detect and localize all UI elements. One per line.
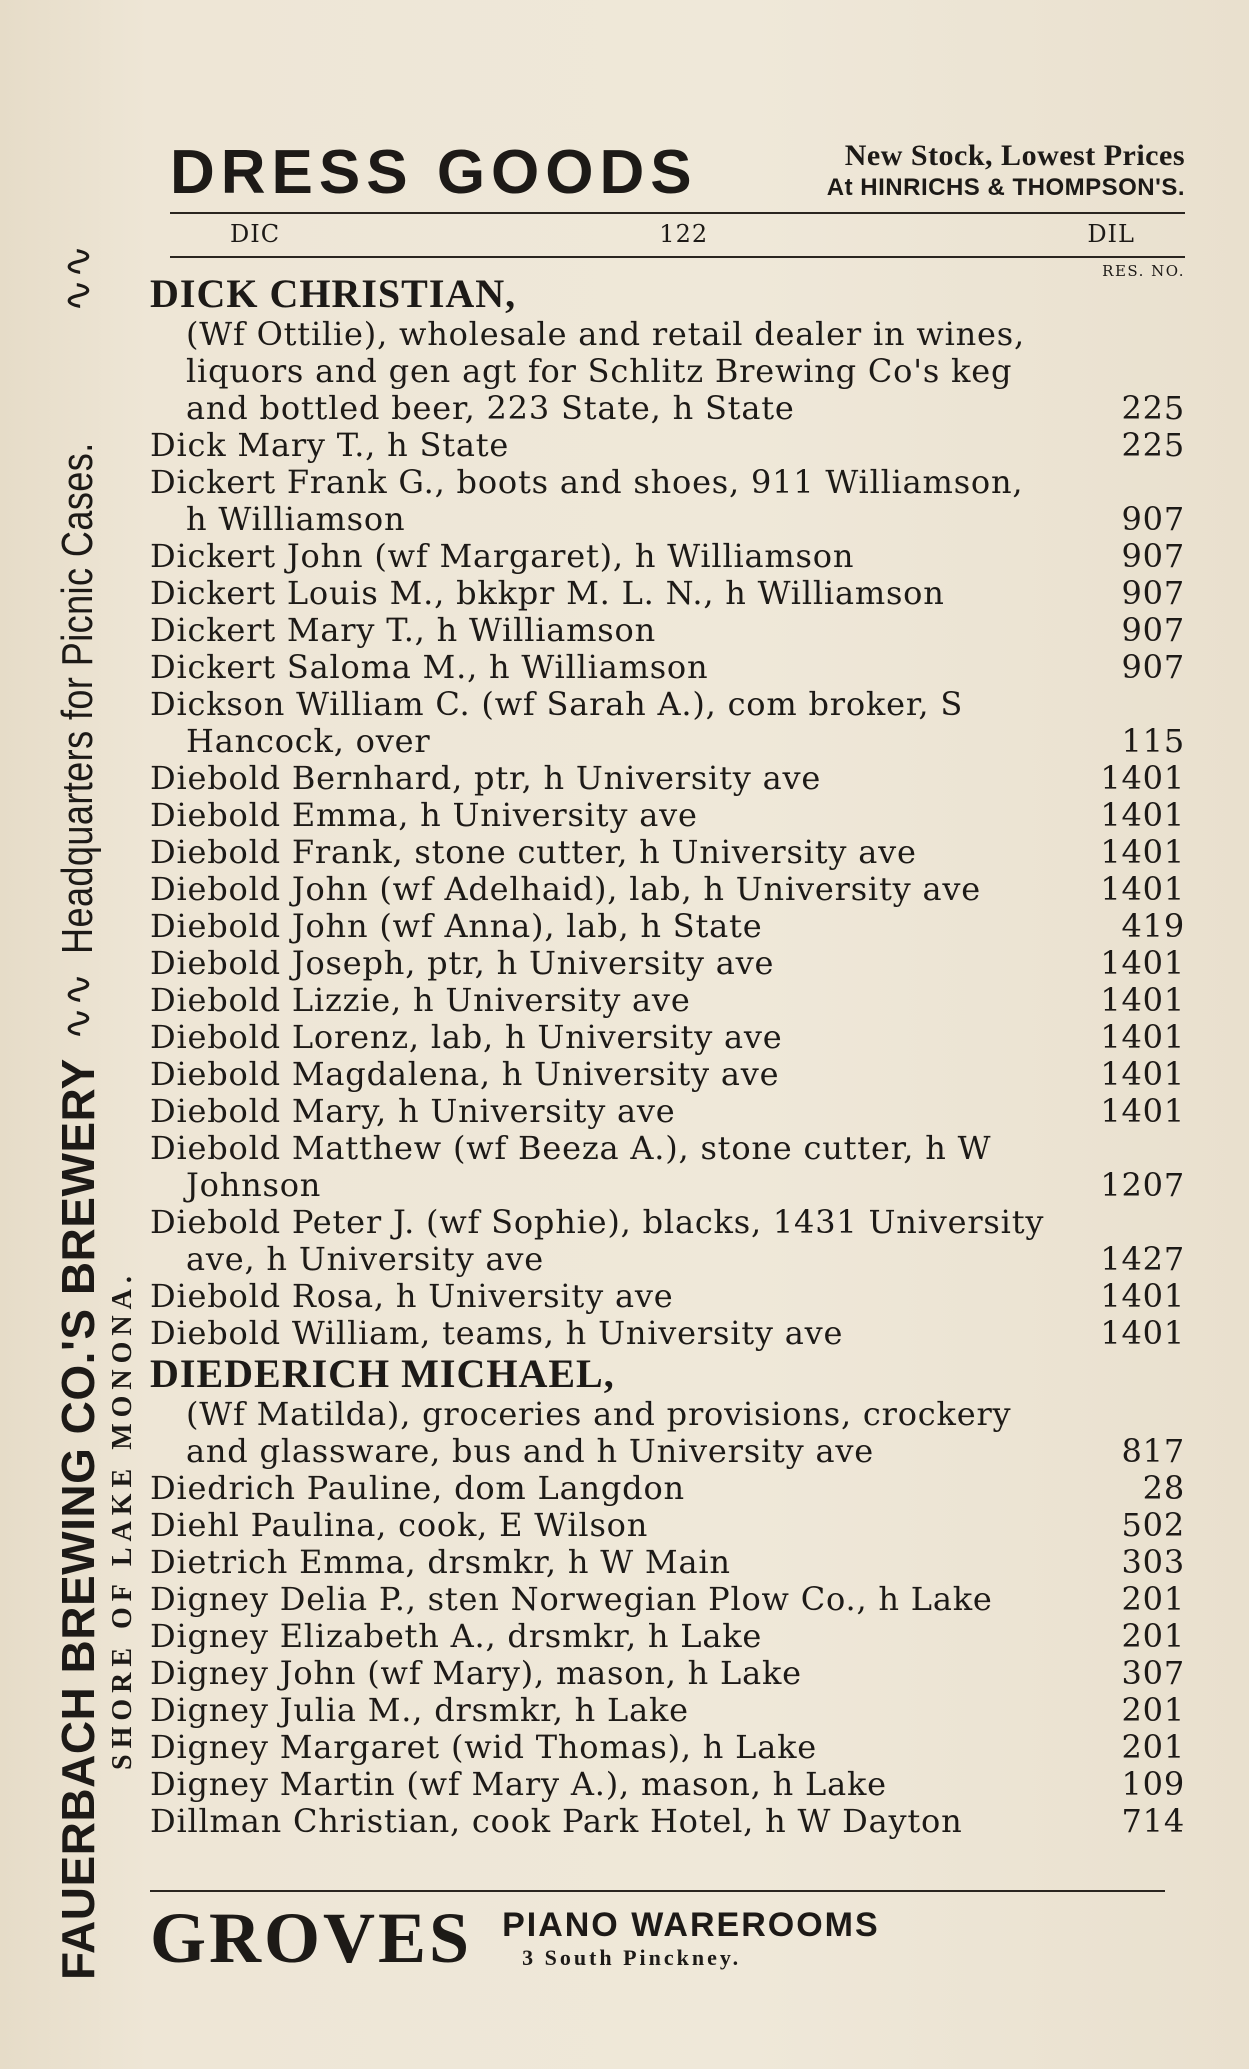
entry-text <box>150 1056 1185 1093</box>
residence-number: 817 <box>1121 1432 1185 1470</box>
entry-text <box>150 834 1185 871</box>
store-advert <box>827 140 1185 204</box>
entry-line: Diebold Joseph, ptr, h University ave <box>150 944 775 982</box>
entry-heading: DIEDERICH MICHAEL, <box>150 1351 615 1396</box>
directory-entry <box>150 982 1185 1019</box>
entry-line: Diebold Mary, h University ave <box>150 1092 676 1130</box>
residence-number: 907 <box>1121 500 1185 538</box>
entry-line: Diebold Rosa, h University ave <box>150 1277 674 1315</box>
store-name: At HINRICHS & THOMPSON'S. <box>826 174 1185 201</box>
entry-text <box>150 982 1185 1019</box>
directory-entry <box>150 538 1185 575</box>
residence-number: 714 <box>1121 1802 1185 1840</box>
directory-entry <box>150 1056 1185 1093</box>
residence-number: 1401 <box>1100 1092 1185 1130</box>
residence-number: 1207 <box>1100 1166 1185 1204</box>
residence-number: 1401 <box>1100 870 1185 908</box>
residence-number: 1401 <box>1100 1055 1185 1093</box>
residence-number: 28 <box>1142 1469 1185 1507</box>
residence-number: 1401 <box>1100 796 1185 834</box>
entry-text <box>150 1315 1185 1352</box>
entry-line: (Wf Matilda), groceries and provisions, crockery <box>186 1395 1012 1433</box>
entry-line: Diebold Lizzie, h University ave <box>150 981 691 1019</box>
page-footer <box>150 1890 1165 1978</box>
residence-number: 1401 <box>1100 759 1185 797</box>
directory-entry <box>150 649 1185 686</box>
entry-line: Diehl Paulina, cook, E Wilson <box>150 1506 649 1544</box>
entry-text <box>150 760 1185 797</box>
directory-entry <box>150 1655 1185 1692</box>
entry-text <box>150 1019 1185 1056</box>
entry-line: Digney Margaret (wid Thomas), h Lake <box>150 1728 818 1766</box>
directory-entry <box>150 834 1185 871</box>
entry-text <box>150 427 1185 464</box>
directory-entry <box>150 1692 1185 1729</box>
directory-entry <box>150 1352 1185 1470</box>
residence-number: 907 <box>1121 537 1185 575</box>
directory-entry <box>150 797 1185 834</box>
entry-line: Diebold Bernhard, ptr, h University ave <box>150 759 822 797</box>
entry-text <box>150 1618 1185 1655</box>
directory-entry <box>150 1093 1185 1130</box>
entry-line: Digney Elizabeth A., drsmkr, h Lake <box>150 1617 763 1655</box>
residence-number: 419 <box>1121 907 1185 945</box>
entry-heading: DICK CHRISTIAN, <box>150 271 517 316</box>
entry-text <box>150 538 1185 575</box>
directory-entry <box>150 1130 1185 1204</box>
residence-number: 1401 <box>1100 1277 1185 1315</box>
entry-text <box>150 575 1185 612</box>
dress-goods-advert: DRESS GOODS <box>170 138 698 207</box>
entry-line: and bottled beer, 223 State, h State <box>186 389 795 427</box>
entry-text <box>150 871 1185 908</box>
directory-entry <box>150 908 1185 945</box>
flourish-ornament-icon: ∿∿ <box>55 244 100 313</box>
entry-line: Dickert Louis M., bkkpr M. L. N., h Williamson <box>150 574 945 612</box>
residence-number: 225 <box>1121 389 1185 427</box>
directory-entry <box>150 1019 1185 1056</box>
entry-line: Diebold Frank, stone cutter, h University ave <box>150 833 917 871</box>
residence-number: 1401 <box>1100 1314 1185 1352</box>
entry-text <box>150 1766 1185 1803</box>
residence-number: 307 <box>1121 1654 1185 1692</box>
directory-entry <box>150 272 1185 427</box>
entry-line: Diebold Matthew (wf Beeza A.), stone cutter, h W <box>150 1129 992 1167</box>
entry-line: Diebold Peter J. (wf Sophie), blacks, 1431 University <box>150 1203 1045 1241</box>
guide-words <box>170 214 1185 248</box>
entry-line: Diebold William, teams, h University ave <box>150 1314 844 1352</box>
entry-text <box>150 945 1185 982</box>
entry-line: Diedrich Pauline, dom Langdon <box>150 1469 685 1507</box>
directory-entry <box>150 612 1185 649</box>
entry-text <box>150 1507 1185 1544</box>
directory-entry <box>150 1581 1185 1618</box>
directory-entry <box>150 427 1185 464</box>
entry-text <box>150 464 1185 538</box>
entry-line: Hancock, over <box>186 722 431 760</box>
entry-line: Digney Delia P., sten Norwegian Plow Co., h Lake <box>150 1580 993 1618</box>
directory-entry <box>150 1544 1185 1581</box>
flourish-ornament-icon: ∿∿ <box>55 972 100 1041</box>
entry-line: liquors and gen agt for Schlitz Brewing Co's keg <box>186 352 1013 390</box>
entry-text <box>150 1729 1185 1766</box>
entry-text <box>150 649 1185 686</box>
entry-line: Diebold John (wf Anna), lab, h State <box>150 907 763 945</box>
entry-line: Digney Julia M., drsmkr, h Lake <box>150 1691 689 1729</box>
residence-number: 201 <box>1121 1728 1185 1766</box>
entry-line: Dickson William C. (wf Sarah A.), com broker, S <box>150 685 964 723</box>
entry-text <box>150 1204 1185 1278</box>
entry-line: Diebold Emma, h University ave <box>150 796 698 834</box>
entry-line: h Williamson <box>186 500 406 538</box>
guide-rule <box>170 256 1185 258</box>
directory-entry <box>150 945 1185 982</box>
piano-address: 3 South Pinckney. <box>522 1944 742 1970</box>
page-number: 122 <box>659 220 709 248</box>
groves-advert: GROVES <box>150 1898 473 1978</box>
directory-entry <box>150 1803 1185 1840</box>
entry-text <box>150 1692 1185 1729</box>
entry-text <box>150 1803 1185 1840</box>
residence-number: 502 <box>1121 1506 1185 1544</box>
residence-number: 1401 <box>1100 944 1185 982</box>
residence-number: 907 <box>1121 648 1185 686</box>
entry-text <box>150 1093 1185 1130</box>
residence-number: 1427 <box>1100 1240 1185 1278</box>
brewery-name: FAUERBACH BREWING CO.'S BREWERY <box>52 1058 104 1980</box>
directory-entry <box>150 686 1185 760</box>
entry-body <box>150 1396 1185 1470</box>
entry-line: Diebold Magdalena, h University ave <box>150 1055 780 1093</box>
directory-entry <box>150 1507 1185 1544</box>
entry-text <box>150 1470 1185 1507</box>
residence-number: 1401 <box>1100 981 1185 1019</box>
entry-text <box>150 1278 1185 1315</box>
directory-entry <box>150 1278 1185 1315</box>
res-no-label: RES. NO. <box>1102 262 1185 280</box>
entry-line: Dillman Christian, cook Park Hotel, h W Dayton <box>150 1802 963 1840</box>
residence-number: 201 <box>1121 1691 1185 1729</box>
piano-advert <box>502 1906 880 1971</box>
entry-text <box>150 1655 1185 1692</box>
entry-line: Diebold Lorenz, lab, h University ave <box>150 1018 783 1056</box>
side-advertisement <box>30 110 160 1980</box>
residence-number: 907 <box>1121 574 1185 612</box>
entry-line: and glassware, bus and h University ave <box>186 1432 875 1470</box>
entry-line: Digney Martin (wf Mary A.), mason, h Lake <box>150 1765 887 1803</box>
guide-word-right: DIL <box>1087 220 1135 248</box>
entry-line: (Wf Ottilie), wholesale and retail dealer in wines, <box>186 315 1025 353</box>
directory-entry <box>150 1766 1185 1803</box>
directory-entry <box>150 1315 1185 1352</box>
entry-line: ave, h University ave <box>186 1240 545 1278</box>
entry-line: Dickert Saloma M., h Williamson <box>150 648 709 686</box>
residence-number: 1401 <box>1100 833 1185 871</box>
entry-line: Dickert Mary T., h Williamson <box>150 611 656 649</box>
entry-text <box>150 1130 1185 1204</box>
directory-entry <box>150 1618 1185 1655</box>
residence-number: 1401 <box>1100 1018 1185 1056</box>
directory-entry <box>150 1204 1185 1278</box>
residence-number: 225 <box>1121 426 1185 464</box>
brewery-location: SHORE OF LAKE MONONA. <box>107 1270 138 1770</box>
directory-entry <box>150 1729 1185 1766</box>
page-header <box>170 140 1185 280</box>
entry-line: Dickert John (wf Margaret), h Williamson <box>150 537 855 575</box>
piano-tagline: PIANO WAREROOMS <box>502 1905 880 1944</box>
entry-line: Johnson <box>186 1166 322 1204</box>
store-tagline: New Stock, Lowest Prices <box>844 139 1185 172</box>
directory-entry <box>150 464 1185 538</box>
headquarters-text: Headquarters for Picnic Cases. <box>53 442 102 955</box>
entry-text <box>150 686 1185 760</box>
entry-body <box>150 316 1185 427</box>
residence-number: 907 <box>1121 611 1185 649</box>
entry-text <box>150 612 1185 649</box>
directory-entry <box>150 575 1185 612</box>
residence-number: 201 <box>1121 1580 1185 1618</box>
entry-line: Diebold John (wf Adelhaid), lab, h University ave <box>150 870 981 908</box>
footer-rule <box>150 1890 1165 1892</box>
residence-number: 109 <box>1121 1765 1185 1803</box>
directory-entry <box>150 1470 1185 1507</box>
entry-line: Dietrich Emma, drsmkr, h W Main <box>150 1543 731 1581</box>
residence-number: 115 <box>1121 722 1185 760</box>
residence-number: 201 <box>1121 1617 1185 1655</box>
entry-line: Dick Mary T., h State <box>150 426 510 464</box>
directory-entry <box>150 871 1185 908</box>
entry-text <box>150 908 1185 945</box>
entry-text <box>150 1581 1185 1618</box>
directory-listing <box>150 272 1185 1840</box>
directory-entry <box>150 760 1185 797</box>
entry-text <box>150 1544 1185 1581</box>
entry-text <box>150 797 1185 834</box>
guide-word-left: DIC <box>230 220 281 248</box>
entry-line: Digney John (wf Mary), mason, h Lake <box>150 1654 802 1692</box>
residence-number: 303 <box>1121 1543 1185 1581</box>
entry-line: Dickert Frank G., boots and shoes, 911 Williamson, <box>150 463 1024 501</box>
